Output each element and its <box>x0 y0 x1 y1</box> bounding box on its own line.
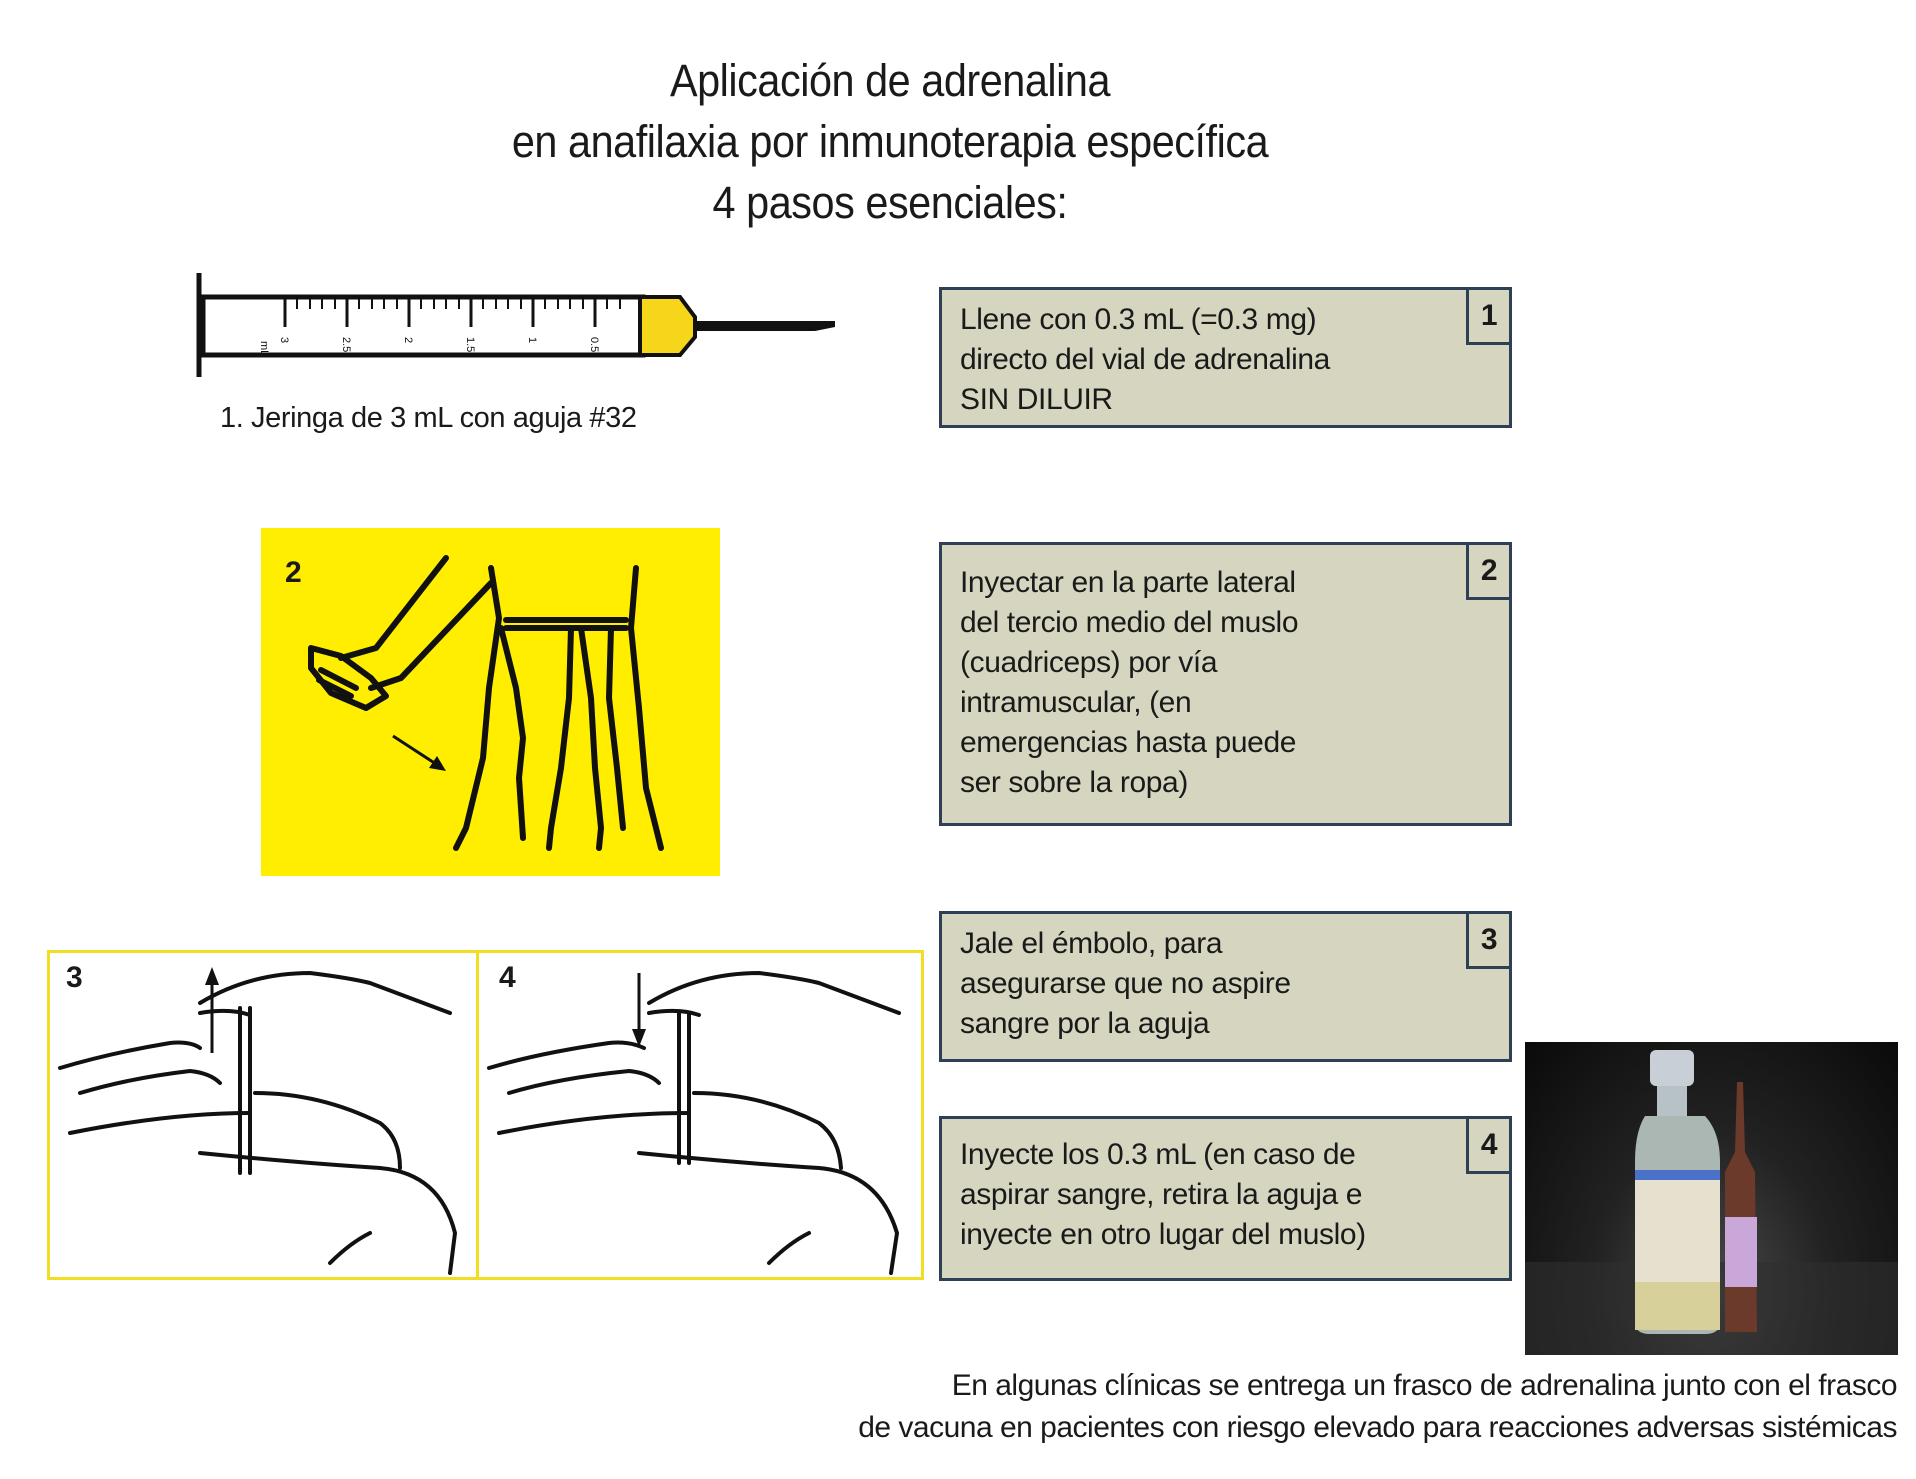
adrenaline-vials-photo <box>1525 1042 1898 1355</box>
step-box-1 <box>939 287 1512 428</box>
step-box-2 <box>939 542 1512 826</box>
scale-label-2: 2 <box>402 337 414 344</box>
step-box-4 <box>939 1116 1512 1281</box>
push-plunger-drawing <box>479 953 921 1277</box>
pull-plunger-panel <box>47 950 479 1280</box>
step-number-3: 3 <box>1466 911 1512 969</box>
note-line-2: de vacuna en pacientes con riesgo elevado para reacciones adversas sistémicas <box>858 1411 1897 1444</box>
syringe-caption: 1. Jeringa de 3 mL con aguja #32 <box>220 402 637 434</box>
clinic-note <box>858 1365 1897 1449</box>
title-line-2: en anafilaxia por inmunoterapia específica <box>511 116 1269 167</box>
step-number-4: 4 <box>1466 1116 1512 1174</box>
step-box-3 <box>939 911 1512 1062</box>
scale-label-3: 3 <box>278 337 290 344</box>
syringe-illustration <box>185 265 845 385</box>
panel-label-4: 4 <box>499 961 516 994</box>
scale-label-1-5: 1.5 <box>464 337 476 353</box>
panel-label-3: 3 <box>66 961 83 994</box>
scale-label-2-5: 2.5 <box>340 337 352 353</box>
title-line-3: 4 pasos esenciales: <box>712 177 1068 228</box>
step-number-1: 1 <box>1466 287 1512 345</box>
pull-plunger-drawing <box>50 953 476 1277</box>
scale-label-ml: mL <box>258 341 270 357</box>
step-text-4: Inyecte los 0.3 mL (en caso de aspirar sangre, retira la aguja e inyecte en otro lugar del muslo) <box>960 1138 1366 1251</box>
step-text-3: Jale el émbolo, para asegurarse que no aspire sangre por la aguja <box>960 927 1291 1040</box>
step-text-1: Llene con 0.3 mL (=0.3 mg) directo del vial de adrenalina SIN DILUIR <box>960 303 1330 416</box>
note-line-1: En algunas clínicas se entrega un frasco de adrenalina junto con el frasco <box>951 1369 1897 1402</box>
step-number-2: 2 <box>1466 542 1512 600</box>
panel-label-2: 2 <box>285 556 302 589</box>
title-line-1: Aplicación de adrenalina <box>669 55 1111 106</box>
scale-label-1: 1 <box>526 337 538 344</box>
thigh-injection-drawing <box>261 528 720 876</box>
scale-label-0-5: 0.5 <box>588 337 600 353</box>
thigh-injection-panel <box>261 528 720 876</box>
vials-drawing <box>1525 1042 1898 1355</box>
step-text-2: Inyectar en la parte lateral del tercio medio del muslo (cuadriceps) por vía intramuscular, (en emergencias hasta puede ser sobre la ropa) <box>960 566 1299 799</box>
push-plunger-panel <box>476 950 924 1280</box>
page-title <box>71 50 1709 233</box>
